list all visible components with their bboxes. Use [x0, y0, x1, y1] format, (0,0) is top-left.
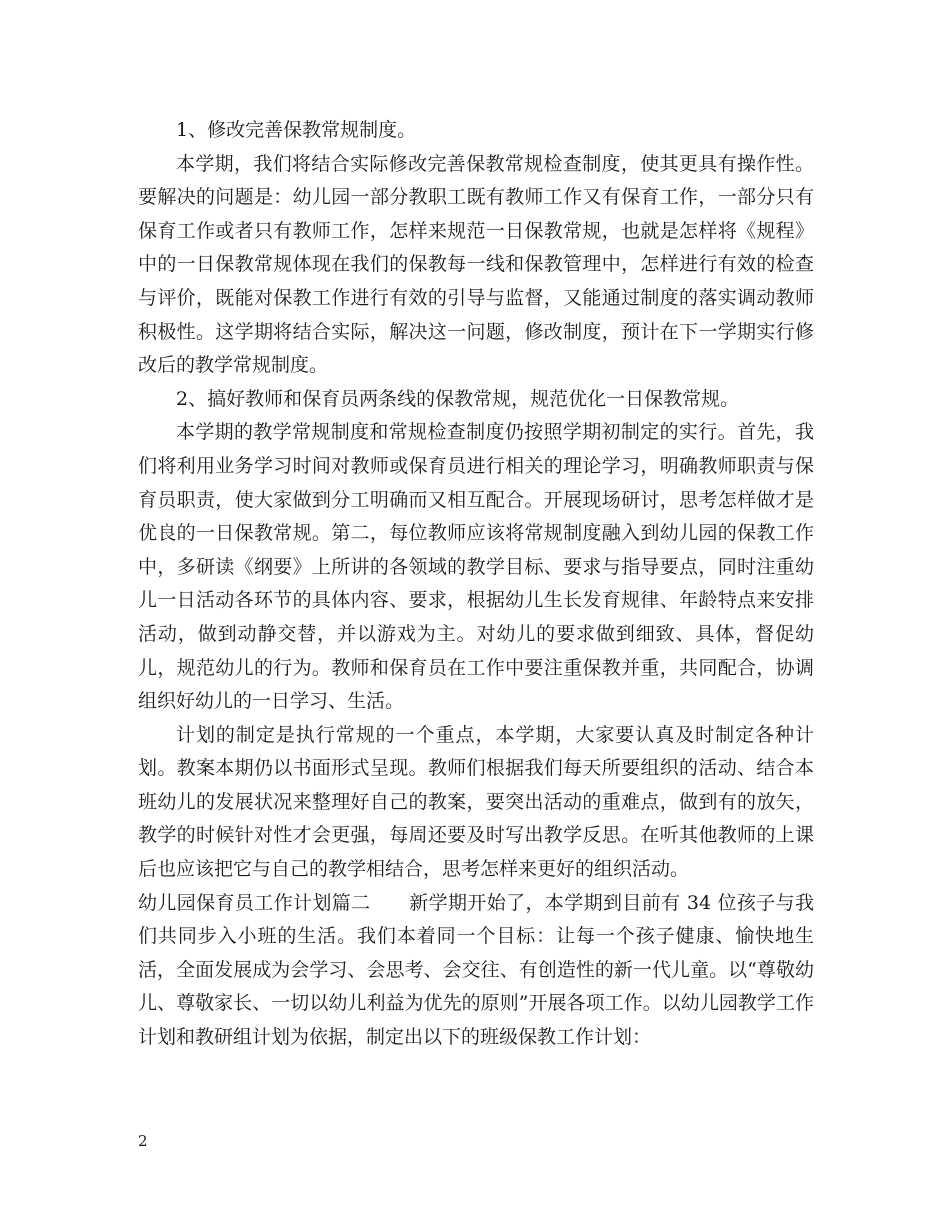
paragraph-routine-details: 本学期的教学常规制度和常规检查制度仍按照学期初制定的实行。首先，我们将利用业务学习时间对教师或保育员进行相关的理论学习，明确教师职责与保育员职责，使大家做到分工明确而又相互配合。开展现场研讨，思考怎样做才是优良的一日保教常规。第二，每位教师应该将常规制度融入到幼儿园的保教工作中，多研读《纲要》上所讲的各领域的教学目标、要求与指导要点，同时注重幼儿一日活动各环节的具体内容、要求，根据幼儿生长发育规律、年龄特点来安排活动，做到动静交替，并以游戏为主。对幼儿的要求做到细致、具体，督促幼儿，规范幼儿的行为。教师和保育员在工作中要注重保教并重，共同配合，协调组织好幼儿的一日学习、生活。 [138, 421, 814, 713]
paragraph-revise-details: 本学期，我们将结合实际修改完善保教常规检查制度，使其更具有操作性。要解决的问题是：幼儿园一部分教职工既有教师工作又有保育工作，一部分只有保育工作或者只有教师工作，怎样来规范一日保教常规，也就是怎样将《规程》中的一日保教常规体现在我们的保教每一线和保教管理中，怎样进行有效的检查与评价，既能对保教工作进行有效的引导与监督，又能通过制度的落实调动教师积极性。这学期将结合实际，解决这一问题，修改制度，预计在下一学期实行修改后的教学常规制度。 [138, 152, 814, 377]
heading-two-lines-routine: 2、搞好教师和保育员两条线的保教常规，规范优化一日保教常规。 [176, 387, 740, 410]
document-body [138, 114, 814, 1055]
page-number: 2 [138, 1132, 148, 1150]
paragraph-planning: 计划的制定是执行常规的一个重点，本学期，大家要认真及时制定各种计划。教案本期仍以书面形式呈现。教师们根据我们每天所要组织的活动、结合本班幼儿的发展状况来整理好自己的教案，要突出活动的重难点，做到有的放矢，教学的时候针对性才会更强，每周还要及时写出教学反思。在听其他教师的上课后也应该把它与自己的教学相结合，思考怎样来更好的组织活动。 [138, 723, 814, 881]
heading-revise-system: 1、修改完善保教常规制度。 [176, 119, 417, 141]
paragraph-plan-part-two: 幼儿园保育员工作计划篇二 新学期开始了，本学期到目前有 34 位孩子与我们共同步入小班的生活。我们本着同一个目标：让每一个孩子健康、愉快地生活，全面发展成为会学习、会思考、会交往、有创造性的新一代儿童。以“尊敬幼儿、尊敬家长、一切以幼儿利益为优先的原则”开展各项工作。以幼儿园教学工作计划和教研组计划为依据，制定出以下的班级保教工作计划： [138, 891, 814, 1049]
